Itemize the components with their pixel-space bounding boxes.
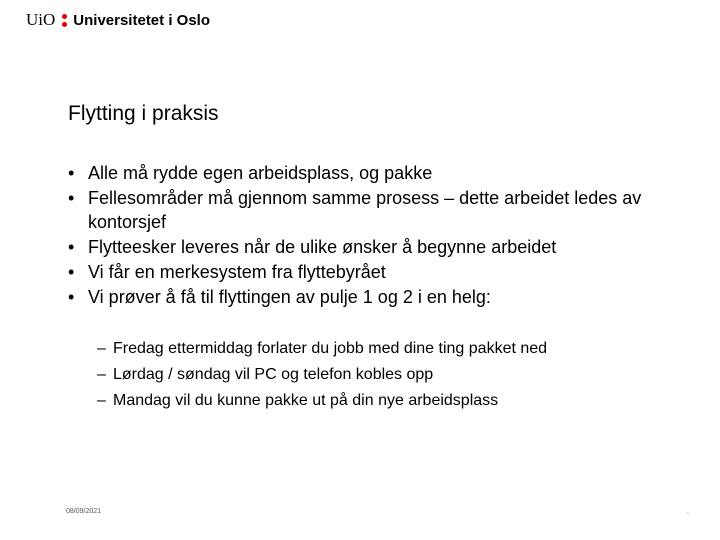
bullet-marker: • xyxy=(68,163,75,183)
footer-date: 08/09/2021 xyxy=(66,508,102,515)
slide-title: Flytting i praksis xyxy=(68,102,219,125)
logo-university-name: Universitetet i Oslo xyxy=(73,11,210,29)
bullet-text: Fellesområder må gjennom samme prosess – dette arbeidet ledes av kontorsjef xyxy=(88,188,642,232)
sub-bullet-list xyxy=(97,336,547,414)
logo-dot-bottom xyxy=(62,22,67,27)
bullet-text: Alle må rydde egen arbeidsplass, og pakke xyxy=(88,163,433,183)
bullet-list xyxy=(68,161,688,310)
bullet-item xyxy=(68,161,688,185)
bullet-marker: • xyxy=(68,237,75,257)
sub-bullet-item xyxy=(97,362,547,388)
bullet-text: Vi prøver å få til flyttingen av pulje 1 og 2 i en helg: xyxy=(88,287,491,307)
sub-bullet-item xyxy=(97,388,547,414)
sub-bullet-text: Mandag vil du kunne pakke ut på din nye arbeidsplass xyxy=(113,392,499,409)
sub-bullet-marker: – xyxy=(97,340,106,357)
footer-page-number: . xyxy=(687,508,689,515)
bullet-text: Vi får en merkesystem fra flyttebyrået xyxy=(88,262,386,282)
sub-bullet-text: Lørdag / søndag vil PC og telefon kobles opp xyxy=(113,366,434,383)
bullet-item xyxy=(68,186,688,234)
sub-bullet-marker: – xyxy=(97,366,106,383)
logo-dot-top xyxy=(62,14,67,19)
sub-bullet-item xyxy=(97,336,547,362)
bullet-item xyxy=(68,235,688,259)
bullet-marker: • xyxy=(68,262,75,282)
sub-bullet-text: Fredag ettermiddag forlater du jobb med dine ting pakket ned xyxy=(113,340,548,357)
bullet-item xyxy=(68,260,688,284)
bullet-text: Flytteesker leveres når de ulike ønsker å begynne arbeidet xyxy=(88,237,557,257)
sub-bullet-marker: – xyxy=(97,392,106,409)
bullet-marker: • xyxy=(68,188,75,208)
logo-uio-text: UiO xyxy=(26,10,56,29)
bullet-marker: • xyxy=(68,287,75,307)
uio-logo xyxy=(26,10,210,30)
bullet-item xyxy=(68,285,688,309)
colon-dots-icon xyxy=(61,14,68,27)
